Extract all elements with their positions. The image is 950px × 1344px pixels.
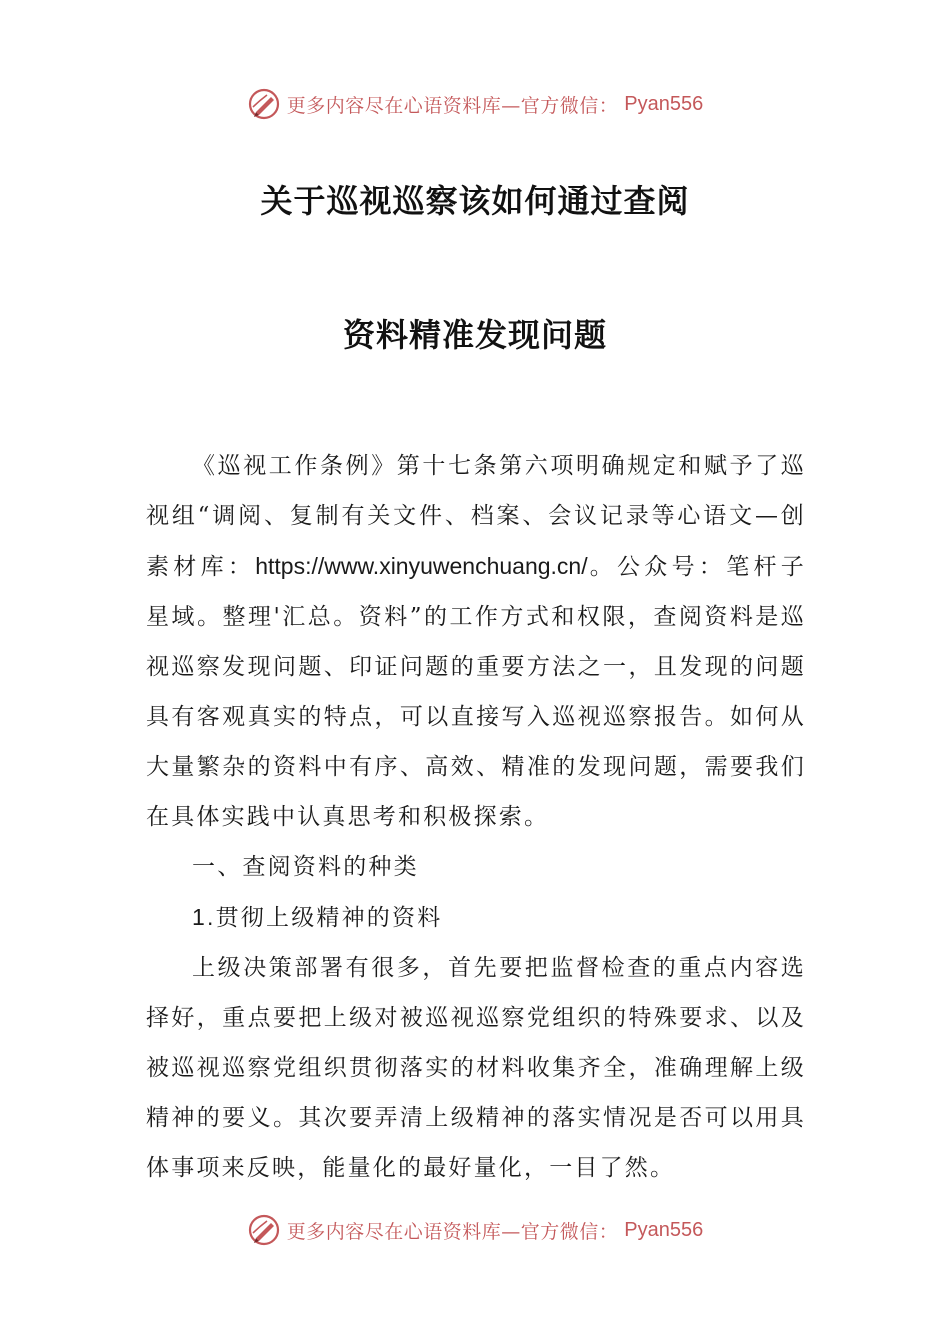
paragraph-intro-text-b: 。公众号：笔杆子星域。整理'汇总。资料”的工作方式和权限，查阅资料是巡视巡察发现问题、印证问题的重要方法之一，且发现的问题具有客观真实的特点，可以直接写入巡视巡察报告。如何从大量繁杂的资料中有序、高效、精准的发现问题，需要我们在具体实践中认真思考和积极探索。: [146, 554, 806, 830]
paragraph-intro-text-a: 《巡视工作条例》第十七条第六项明确规定和赋予了巡视组“调阅、复制有关文件、档案、会议记录等心语文—创素材库：: [146, 453, 806, 580]
pen-logo-icon: [247, 1213, 281, 1247]
watermark-wechat-id: Pyan556: [624, 1218, 704, 1241]
watermark-text: 更多内容尽在心语资料库—官方微信：: [286, 1220, 619, 1243]
source-url-link[interactable]: https://www.xinyuwenchuang.cn/: [255, 553, 588, 579]
footer-watermark: [0, 1210, 950, 1250]
watermark-text: 更多内容尽在心语资料库—官方微信：: [286, 94, 619, 117]
paragraph-body-2: 上级决策部署有很多，首先要把监督检查的重点内容选择好，重点要把上级对被巡视巡察党组织的特殊要求、以及被巡视巡察党组织贯彻落实的材料收集齐全，准确理解上级精神的要义。其次要弄清上级精神的落实情况是否可以用具体事项来反映，能量化的最好量化，一目了然。: [146, 955, 806, 1181]
subsection-title: 贯彻上级精神的资料: [215, 905, 443, 931]
header-watermark: [0, 84, 950, 124]
subsection-heading-1: [146, 892, 806, 943]
page-title-line-2: 资料精准发现问题: [342, 316, 607, 354]
page-title-line-1: 关于巡视巡察该如何通过查阅: [260, 182, 690, 220]
document-body: [146, 441, 806, 1193]
subsection-number: 1.: [192, 904, 216, 930]
watermark-wechat-id: Pyan556: [624, 92, 704, 115]
paragraph-intro: [146, 441, 806, 842]
pen-logo-icon: [247, 87, 281, 121]
section-heading-1: 一、查阅资料的种类: [192, 854, 419, 880]
